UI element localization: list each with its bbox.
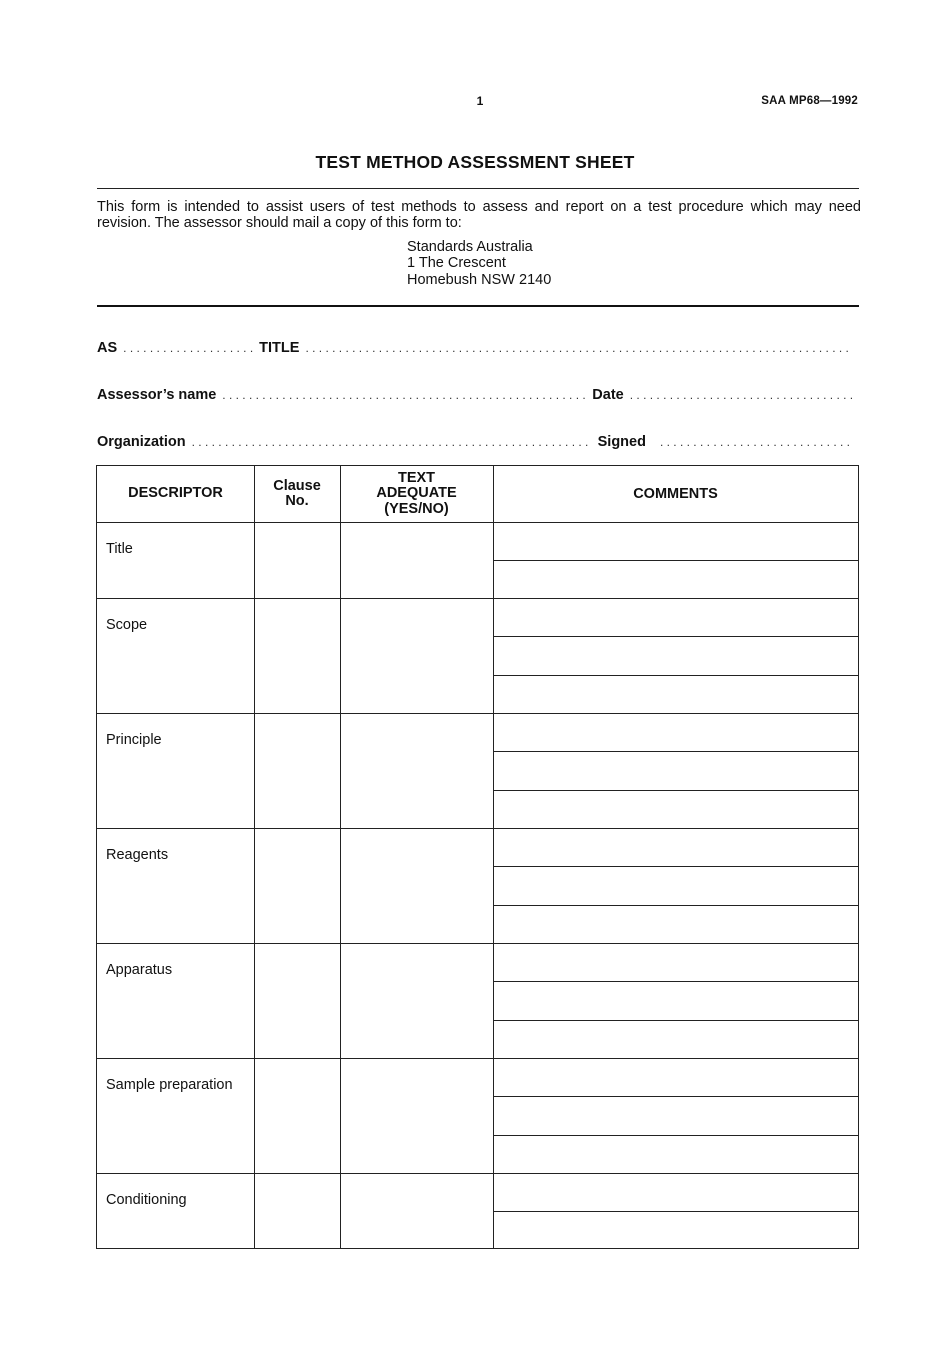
organization-label: Organization	[97, 434, 186, 450]
organization-field[interactable]	[192, 435, 592, 449]
intro-paragraph: This form is intended to assist users of test methods to assess and report on a test procedure which may need revision. The assessor should mail a copy of this form to:	[97, 199, 861, 231]
as-field[interactable]	[123, 341, 253, 355]
page-number: 1	[476, 94, 484, 108]
comment-line[interactable]	[493, 866, 858, 867]
row-divider	[97, 828, 858, 829]
descriptor-principle: Principle	[106, 732, 162, 748]
column-divider	[254, 466, 255, 1248]
row-divider	[97, 1058, 858, 1059]
page-title: TEST METHOD ASSESSMENT SHEET	[315, 152, 635, 172]
comment-line[interactable]	[493, 1096, 858, 1097]
address-line: Standards Australia	[407, 239, 533, 255]
comment-line[interactable]	[493, 560, 858, 561]
header-divider	[97, 522, 858, 523]
comment-line[interactable]	[493, 1020, 858, 1021]
assessor-name-label: Assessor’s name	[97, 387, 217, 403]
descriptor-reagents: Reagents	[106, 847, 169, 863]
descriptor-sample-preparation: Sample preparation	[106, 1077, 233, 1093]
comment-line[interactable]	[493, 751, 858, 752]
header-text-line: ADEQUATE	[376, 485, 457, 502]
header-text-line: (YES/NO)	[384, 500, 449, 517]
descriptor-conditioning: Conditioning	[106, 1192, 187, 1208]
title-field[interactable]	[305, 341, 853, 355]
descriptor-scope: Scope	[106, 617, 148, 633]
date-field[interactable]	[630, 388, 853, 402]
assessment-table	[96, 465, 859, 1249]
header-text-adequate	[340, 466, 493, 522]
descriptor-title: Title	[106, 541, 133, 557]
header-clause-no	[254, 466, 340, 522]
comment-line[interactable]	[493, 675, 858, 676]
organization-signed-row	[97, 434, 859, 456]
title-label: TITLE	[259, 340, 300, 356]
row-divider	[97, 713, 858, 714]
as-label: AS	[97, 340, 118, 356]
signed-label: Signed	[597, 434, 646, 450]
comment-line[interactable]	[493, 905, 858, 906]
header-clause-line: Clause	[273, 477, 321, 494]
signed-field[interactable]	[660, 435, 853, 449]
header-descriptor: DESCRIPTOR	[128, 485, 223, 502]
header-comments: COMMENTS	[633, 486, 718, 503]
header-clause-line: No.	[285, 493, 309, 509]
date-label: Date	[592, 387, 624, 403]
assessor-date-row	[97, 387, 859, 409]
column-divider	[493, 466, 494, 1248]
as-title-row	[97, 340, 859, 362]
comment-line[interactable]	[493, 1211, 858, 1212]
section-divider	[97, 305, 859, 307]
row-divider	[97, 1173, 858, 1174]
comment-line[interactable]	[493, 1135, 858, 1136]
address-line: 1 The Crescent	[407, 255, 506, 272]
row-divider	[97, 943, 858, 944]
comment-line[interactable]	[493, 981, 858, 982]
column-divider	[340, 466, 341, 1248]
descriptor-apparatus: Apparatus	[106, 962, 173, 978]
standard-reference: SAA MP68—1992	[761, 95, 858, 107]
address-line: Homebush NSW 2140	[407, 271, 552, 288]
assessor-name-field[interactable]	[222, 388, 586, 402]
mailing-address	[407, 239, 551, 288]
header-text-line: TEXT	[397, 469, 436, 486]
row-divider	[97, 598, 858, 599]
comment-line[interactable]	[493, 790, 858, 791]
title-divider	[97, 188, 859, 189]
comment-line[interactable]	[493, 636, 858, 637]
